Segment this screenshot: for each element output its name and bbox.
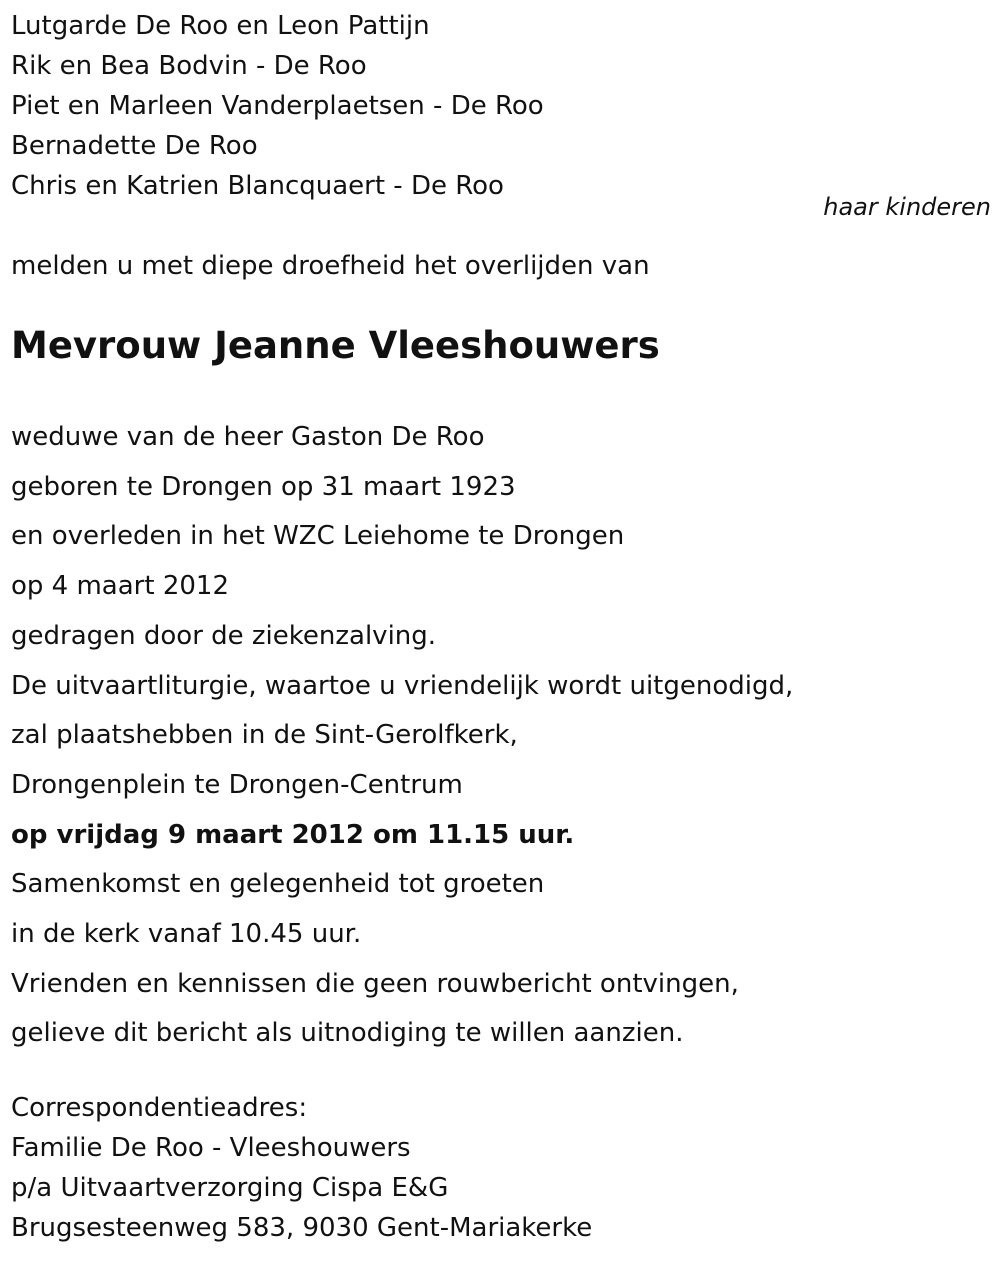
- detail-line-church: zal plaatshebben in de Sint-Gerolfkerk,: [11, 720, 518, 751]
- detail-line-death-date: op 4 maart 2012: [11, 571, 229, 602]
- family-member: Rik en Bea Bodvin - De Roo: [11, 51, 367, 81]
- family-member: Chris en Katrien Blancquaert - De Roo: [11, 171, 504, 201]
- deceased-name: Mevrouw Jeanne Vleeshouwers: [11, 324, 660, 367]
- family-members-list: [11, 6, 544, 206]
- detail-line-death-place: en overleden in het WZC Leiehome te Drongen: [11, 521, 625, 552]
- detail-line-widow: weduwe van de heer Gaston De Roo: [11, 422, 485, 452]
- detail-line-invitation: gelieve dit bericht als uitnodiging te willen aanzien.: [11, 1018, 684, 1049]
- family-member: Bernadette De Roo: [11, 131, 258, 161]
- correspondence-label: Correspondentieadres:: [11, 1093, 308, 1123]
- detail-line-gathering-time: in de kerk vanaf 10.45 uur.: [11, 919, 362, 950]
- detail-line-funeral-invite: De uitvaartliturgie, waartoe u vriendelijk wordt uitgenodigd,: [11, 670, 794, 701]
- correspondence-line: Familie De Roo - Vleeshouwers: [11, 1133, 411, 1163]
- detail-line-funeral-datetime: op vrijdag 9 maart 2012 om 11.15 uur.: [11, 819, 575, 850]
- detail-line-gathering: Samenkomst en gelegenheid tot groeten: [11, 869, 545, 900]
- announcement-intro: melden u met diepe droefheid het overlijden van: [11, 251, 650, 281]
- detail-line-church-address: Drongenplein te Drongen-Centrum: [11, 769, 463, 800]
- correspondence-line: Brugsesteenweg 583, 9030 Gent-Mariakerke: [11, 1213, 593, 1243]
- details-block: [11, 413, 793, 1059]
- family-signature: haar kinderen: [823, 193, 991, 221]
- detail-line-birth: geboren te Drongen op 31 maart 1923: [11, 471, 516, 502]
- correspondence-address: [11, 1088, 592, 1248]
- family-member: Piet en Marleen Vanderplaetsen - De Roo: [11, 91, 544, 121]
- detail-line-sacrament: gedragen door de ziekenzalving.: [11, 620, 437, 651]
- detail-line-friends: Vrienden en kennissen die geen rouwbericht ontvingen,: [11, 968, 739, 999]
- family-member: Lutgarde De Roo en Leon Pattijn: [11, 11, 430, 41]
- correspondence-line: p/a Uitvaartverzorging Cispa E&G: [11, 1173, 449, 1203]
